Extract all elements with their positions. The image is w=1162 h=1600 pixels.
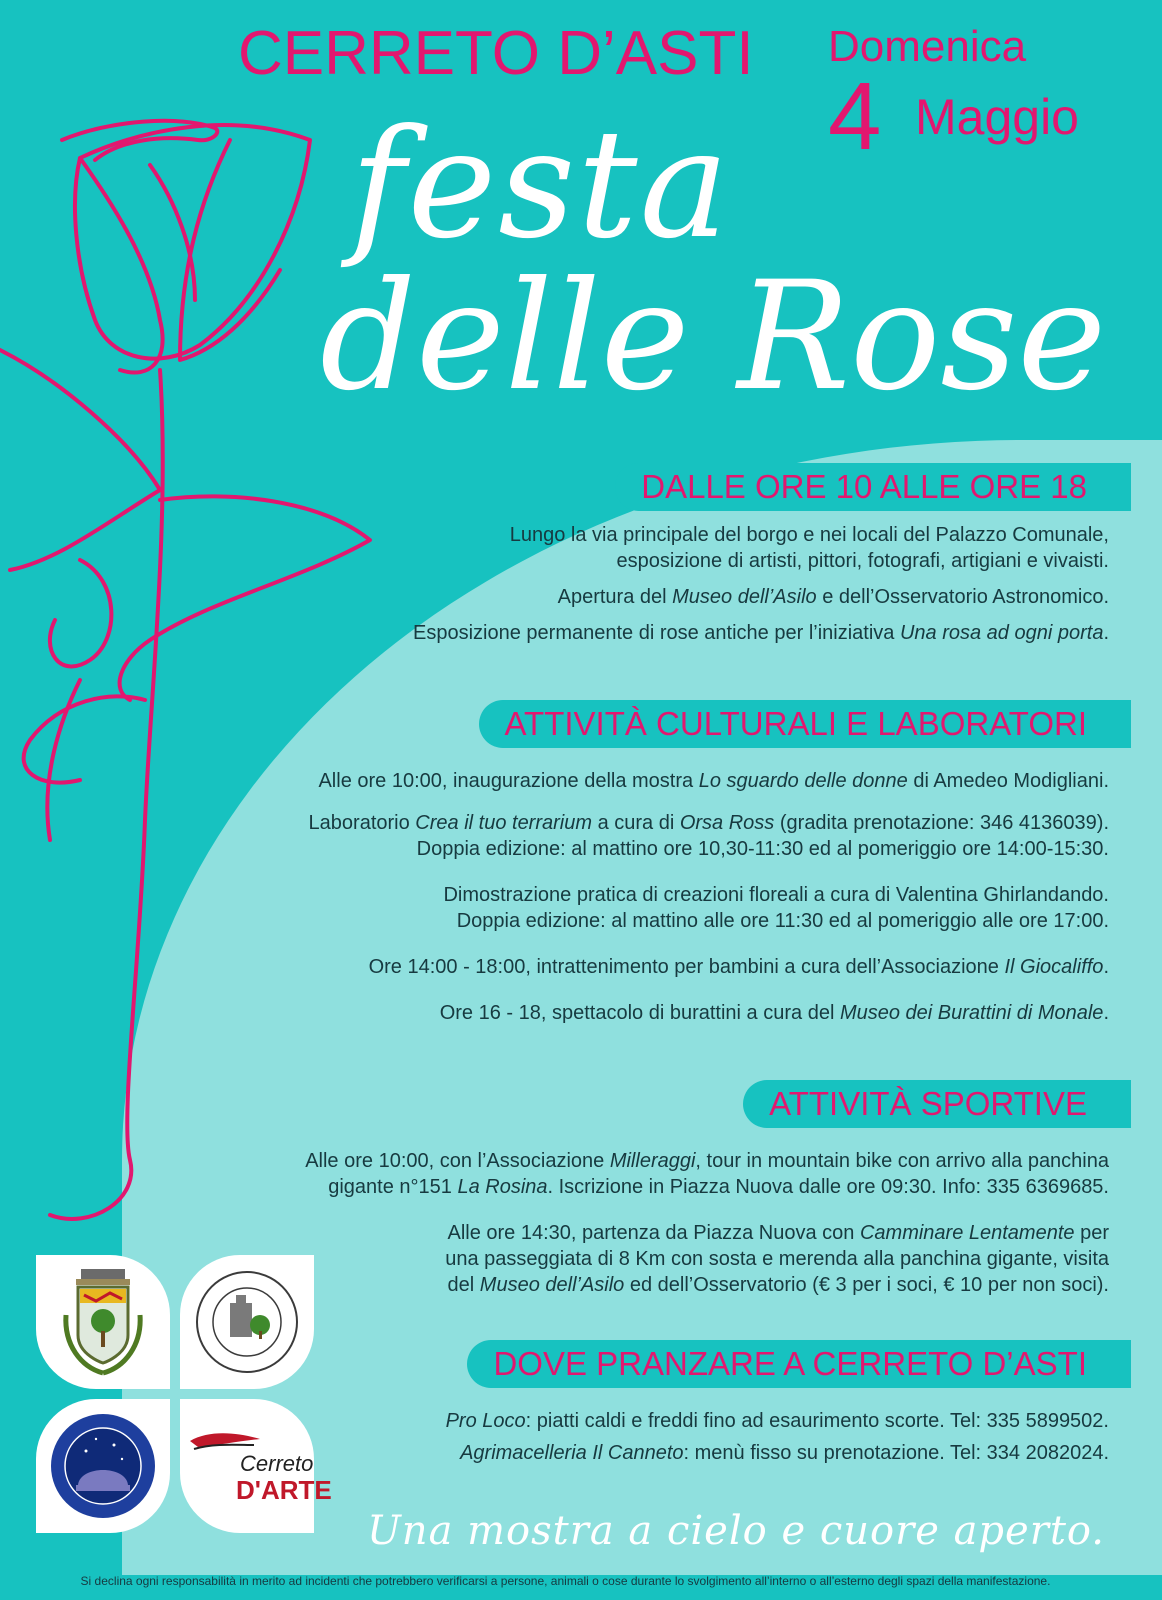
cerreto-darte-logo [180, 1399, 332, 1533]
town-name: CERRETO D’ASTI [238, 19, 754, 88]
text-span: Laboratorio [308, 812, 416, 834]
group-name: Camminare Lentamente [859, 1222, 1075, 1244]
text-span: Alle ore 10:00, con l’Associazione [305, 1150, 610, 1172]
observatory-logo [36, 1399, 170, 1533]
arte-word-darte: D'ARTE [236, 1475, 332, 1505]
rose-leaf-lower [24, 696, 145, 782]
culture-line: Doppia edizione: al mattino ore 10,30-11:30 ed al pomeriggio ore 14:00-15:30. [416, 838, 1109, 860]
text-span: . [1103, 622, 1109, 644]
text-span: Alle ore 10:00, inaugurazione della mostra [318, 770, 699, 792]
association-name: Il Giocaliffo [1004, 956, 1104, 978]
text-span: (gradita prenotazione: 346 4136039). [774, 812, 1109, 834]
rose-petal-left [80, 158, 163, 373]
culture-paragraph [309, 768, 1109, 794]
venue-name: Agrimacelleria Il Canneto [460, 1442, 684, 1464]
text-span: . [1103, 1002, 1109, 1024]
month: Maggio [915, 89, 1079, 145]
culture-text [309, 768, 1109, 1026]
sponsor-logos [36, 1255, 332, 1535]
text-span: : piatti caldi e freddi fino ad esaurimento scorte. Tel: 335 5899502. [525, 1410, 1109, 1432]
day-number: 4 [828, 63, 882, 170]
culture-paragraph [309, 954, 1109, 980]
hours-heading: DALLE ORE 10 ALLE ORE 18 [615, 463, 1131, 511]
culture-line: Doppia edizione: al mattino alle ore 11:30 ed al pomeriggio alle ore 17:00. [456, 910, 1109, 932]
text-span: , tour in mountain bike con arrivo alla panchina [695, 1150, 1109, 1172]
museum-name: Museo dei Burattini di Monale [839, 1002, 1104, 1024]
text-span: Esposizione permanente di rose antiche per l’iniziativa [413, 622, 900, 644]
rose-loop [50, 560, 111, 666]
culture-heading: ATTIVITÀ CULTURALI E LABORATORI [479, 700, 1132, 748]
sport-line [305, 1148, 1109, 1174]
hours-line: esposizione di artisti, pittori, fotografi, artigiani e vivaisti. [616, 550, 1109, 572]
rose-leaf-upper [0, 350, 160, 570]
text-span: e dell’Osservatorio Astronomico. [816, 586, 1109, 608]
initiative-name: Una rosa ad ogni porta [899, 622, 1104, 644]
crest-icon [36, 1255, 170, 1389]
text-span: a cura di [592, 812, 680, 834]
exhibit-name: Lo sguardo delle donne [698, 770, 908, 792]
arte-word-cerreto: Cerreto [240, 1451, 314, 1476]
text-span: Ore 16 - 18, spettacolo di burattini a cura del [439, 1002, 840, 1024]
culture-paragraph [309, 1000, 1109, 1026]
text-span: : menù fisso su prenotazione. Tel: 334 2082024. [683, 1442, 1109, 1464]
proloco-logo [180, 1255, 314, 1389]
lunch-line [446, 1408, 1109, 1434]
venue-name: Pro Loco [445, 1410, 526, 1432]
text-span: Apertura del [557, 586, 673, 608]
text-span: del [447, 1274, 480, 1296]
sport-text [305, 1148, 1109, 1298]
host-name: Orsa Ross [679, 812, 775, 834]
text-span: per [1074, 1222, 1109, 1244]
lunch-text [446, 1408, 1109, 1466]
lunch-heading: DOVE PRANZARE A CERRETO D’ASTI [467, 1340, 1131, 1388]
text-span: . [1103, 956, 1109, 978]
rose-petal-center [150, 165, 195, 300]
sport-line [305, 1220, 1109, 1246]
observatory-icon [36, 1399, 170, 1533]
text-span: gigante n°151 [328, 1176, 458, 1198]
text-span: Ore 14:00 - 18:00, intrattenimento per bambini a cura dell’Associazione [368, 956, 1005, 978]
sport-heading: ATTIVITÀ SPORTIVE [743, 1080, 1131, 1128]
sport-line [305, 1174, 1109, 1200]
disclaimer: Si declina ogni responsabilità in merito ad incidenti che potrebbero verificarsi a persone, animali o cose durante lo svolgimento all’interno o all’esterno degli spazi della manifestazione. [80, 1574, 1051, 1588]
museum-name: Museo dell’Asilo [672, 586, 817, 608]
motto: Una mostra a cielo e cuore aperto. [367, 1508, 1105, 1554]
museum-name: Museo dell’Asilo [479, 1274, 625, 1296]
title-line-2: delle Rose [320, 250, 1107, 424]
rose-petal-right [180, 140, 280, 360]
lunch-line [446, 1440, 1109, 1466]
text-span: di Amedeo Modigliani. [907, 770, 1109, 792]
association-name: Milleraggi [609, 1150, 696, 1172]
hours-paragraph [413, 584, 1109, 610]
bench-name: La Rosina [457, 1176, 548, 1198]
workshop-name: Crea il tuo terrarium [415, 812, 593, 834]
sport-line: una passeggiata di 8 Km con sosta e merenda alla panchina gigante, visita [445, 1248, 1109, 1270]
proloco-seal-icon [180, 1255, 314, 1389]
culture-line: Dimostrazione pratica di creazioni floreali a cura di Valentina Ghirlandando. [443, 884, 1109, 906]
weekday: Domenica [828, 22, 1027, 71]
hours-paragraph [413, 620, 1109, 646]
title-line-1: festa [350, 98, 731, 272]
municipal-crest-logo [36, 1255, 170, 1389]
sport-line [305, 1272, 1109, 1298]
text-span: ed dell’Osservatorio (€ 3 per i soci, € 10 per non soci). [624, 1274, 1109, 1296]
culture-paragraph [309, 810, 1109, 836]
text-span: . Iscrizione in Piazza Nuova dalle ore 09:30. Info: 335 6369685. [547, 1176, 1109, 1198]
hours-text [413, 522, 1109, 646]
brush-stroke-icon [180, 1399, 332, 1533]
hours-line: Lungo la via principale del borgo e nei locali del Palazzo Comunale, [509, 524, 1109, 546]
text-span: Alle ore 14:30, partenza da Piazza Nuova con [447, 1222, 860, 1244]
